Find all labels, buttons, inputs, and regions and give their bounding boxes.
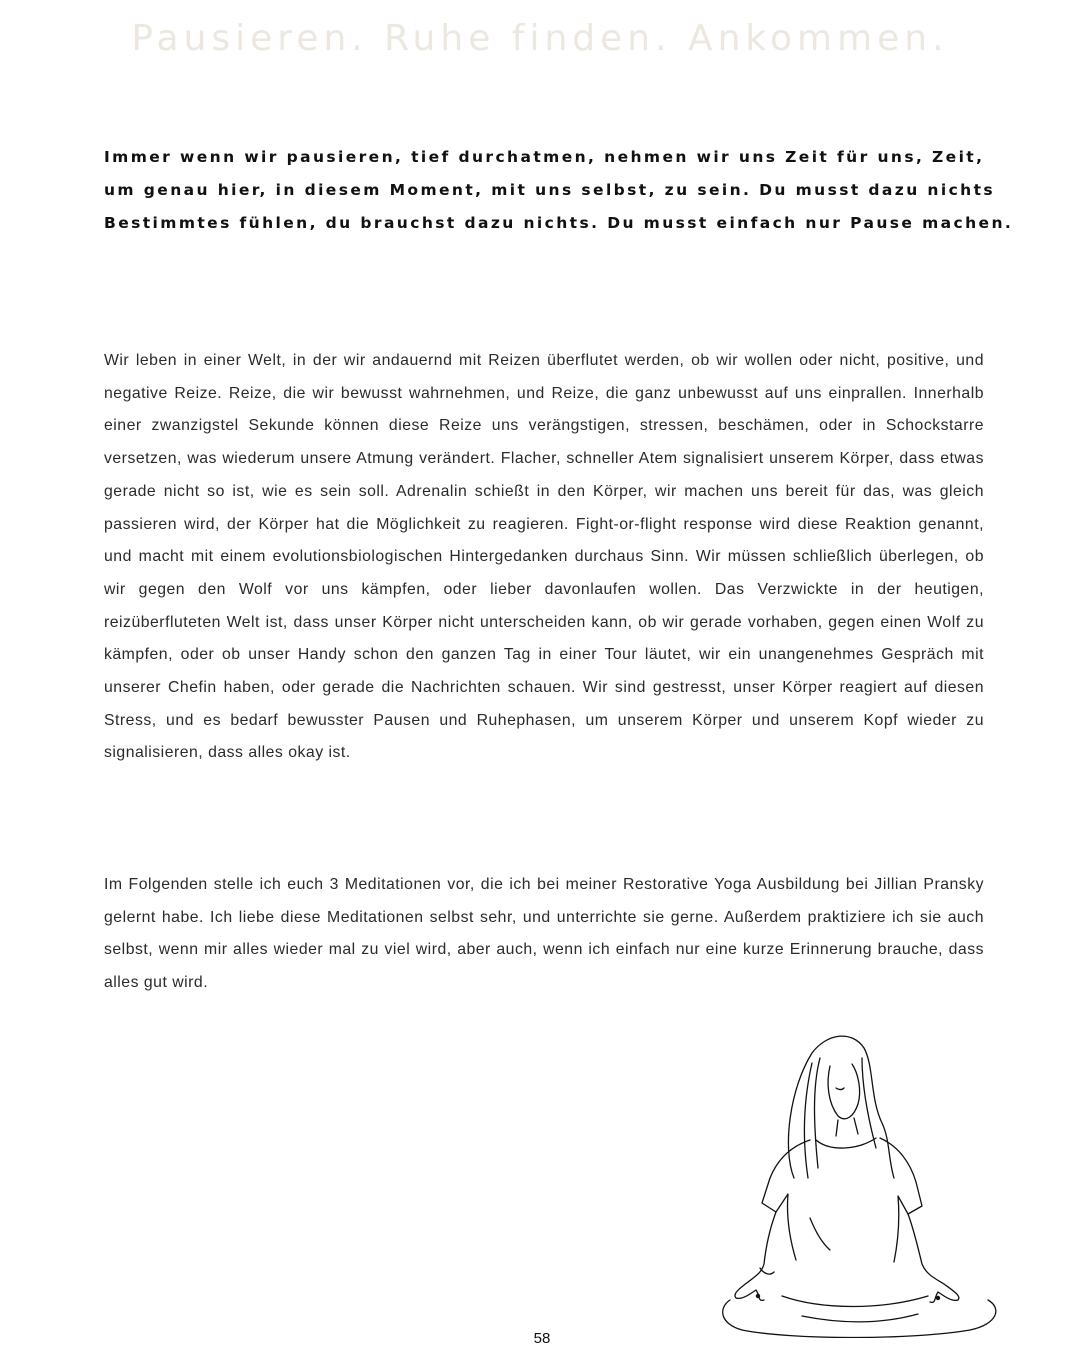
collar (816, 1138, 876, 1148)
hair-outline (788, 1036, 894, 1178)
right-arm (908, 1214, 944, 1284)
page-number: 58 (533, 1330, 551, 1347)
hair-strand (815, 1058, 821, 1168)
face-outline (828, 1064, 860, 1119)
left-hand (735, 1282, 764, 1300)
intro-line: Immer wenn wir pausieren, tief durchatmen, nehmen wir uns Zeit für uns, Zeit, (104, 148, 985, 166)
left-arm (748, 1212, 776, 1282)
intro-quote (104, 141, 1014, 240)
leg-line (782, 1296, 928, 1307)
hair-strand (805, 1063, 812, 1178)
nail-dot (756, 1294, 760, 1298)
hair-strand (862, 1058, 876, 1148)
intro-line: Bestimmtes fühlen, du brauchst dazu nichts. Du musst einfach nur Pause machen. (104, 214, 1014, 232)
intro-line: um genau hier, in diesem Moment, mit uns selbst, zu sein. Du musst dazu nichts (104, 181, 996, 199)
nail-dot (936, 1296, 940, 1300)
neck (836, 1118, 858, 1136)
meditating-woman-illustration (712, 1028, 1008, 1338)
right-hand (930, 1284, 959, 1302)
shirt-fold (810, 1218, 830, 1250)
shirt-outline (880, 1138, 922, 1262)
page-title: Pausieren. Ruhe finden. Ankommen. (131, 18, 949, 59)
leg-line (802, 1314, 918, 1322)
body-paragraph-meditations: Im Folgenden stelle ich euch 3 Meditationen vor, die ich bei meiner Restorative Yoga Ausbildung bei Jillian Pransky gelernt habe. Ich liebe diese Meditationen selbst sehr, und unterrichte sie gerne. Außerdem praktiziere ich sie auch selbst, wenn mir alles wieder mal zu viel wird, aber auch, wenn ich einfach nur eine kurze Erinnerung brauche, dass alles gut wird. (104, 876, 984, 992)
shirt-outline (762, 1140, 810, 1260)
body-paragraph-stimuli: Wir leben in einer Welt, in der wir andauernd mit Reizen überflutet werden, ob wir wollen oder nicht, positive, und negative Reize. Reize, die wir bewusst wahrnehmen, und Reize, die ganz unbewusst auf uns einprallen. Innerhalb einer zwanzigstel Sekunde können diese Reize uns verängstigen, stressen, beschämen, oder in Schockstarre versetzen, was wiederum unsere Atmung verändert. Flacher, schneller Atem signalisiert unserem Körper, dass etwas gerade nicht so ist, wie es sein soll. Adrenalin schießt in den Körper, wir machen uns bereit für das, was gleich passieren wird, der Körper hat die Möglichkeit zu reagieren. Fight-or-flight response wird diese Reaktion genannt, und macht mit einem evolutionsbiologischen Hintergedanken durchaus Sinn. Wir müssen schließlich überlegen, ob wir gegen den Wolf vor uns kämpfen, oder lieber davonlaufen wollen. Das Verzwickte in der heutigen, reizüberfluteten Welt ist, dass unser Körper nicht unterscheiden kann, ob wir gerade vorhaben, gegen einen Wolf zu kämpfen, oder ob unser Handy schon den ganzen Tag in einer Tour läutet, wir ein unangenehmes Gespräch mit unserer Chefin haben, oder gerade die Nachrichten schauen. Wir sind gestresst, unser Körper reagiert auf diesen Stress, und es bedarf bewusster Pausen und Ruhephasen, um unserem Körper und unserem Kopf wieder zu signalisieren, dass alles okay ist. (104, 352, 984, 762)
closed-eye (836, 1088, 844, 1090)
